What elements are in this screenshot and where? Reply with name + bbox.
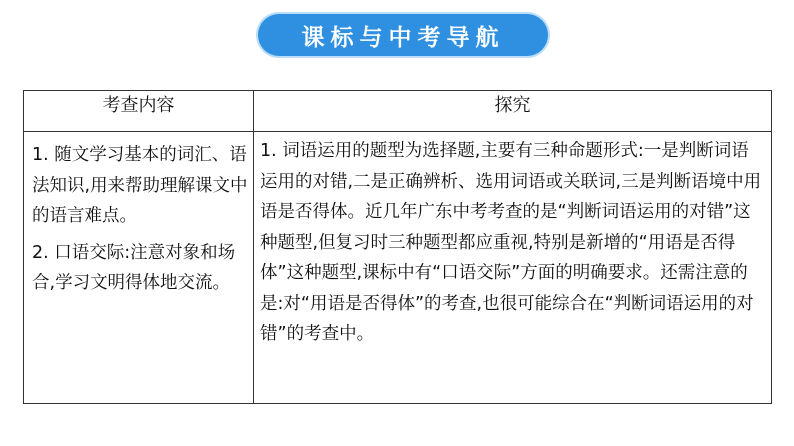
exam-content-item-1: 1. 随文学习基本的词汇、语法知识,用来帮助理解课文中的语言难点。 xyxy=(32,145,248,226)
section-banner xyxy=(258,14,548,56)
header-explore: 探究 xyxy=(254,91,772,132)
content-table xyxy=(23,90,772,404)
banner-title: 课标与中考导航 xyxy=(301,24,505,51)
header-exam-content: 考查内容 xyxy=(24,91,254,132)
table-body-row xyxy=(24,132,772,404)
table-header-row xyxy=(24,91,772,132)
exam-content-item-2: 2. 口语交际:注意对象和场合,学习文明得体地交流。 xyxy=(32,242,236,293)
explore-cell xyxy=(254,132,772,404)
exam-content-cell xyxy=(24,132,254,404)
explore-text: 1. 词语运用的题型为选择题,主要有三种命题形式:一是判断词语运用的对错,二是正确辨析、选用词语或关联词,三是判断语境中用语是否得体。近几年广东中考考查的是“判断词语运用的对错”这种题型,但复习时三种题型都应重视,特别是新增的“用语是否得体”这种题型,课标中有“口语交际”方面的明确要求。还需注意的是:对“用语是否得体”的考查,也很可能综合在“判断词语运用的对错”的考查中。 xyxy=(260,141,762,344)
